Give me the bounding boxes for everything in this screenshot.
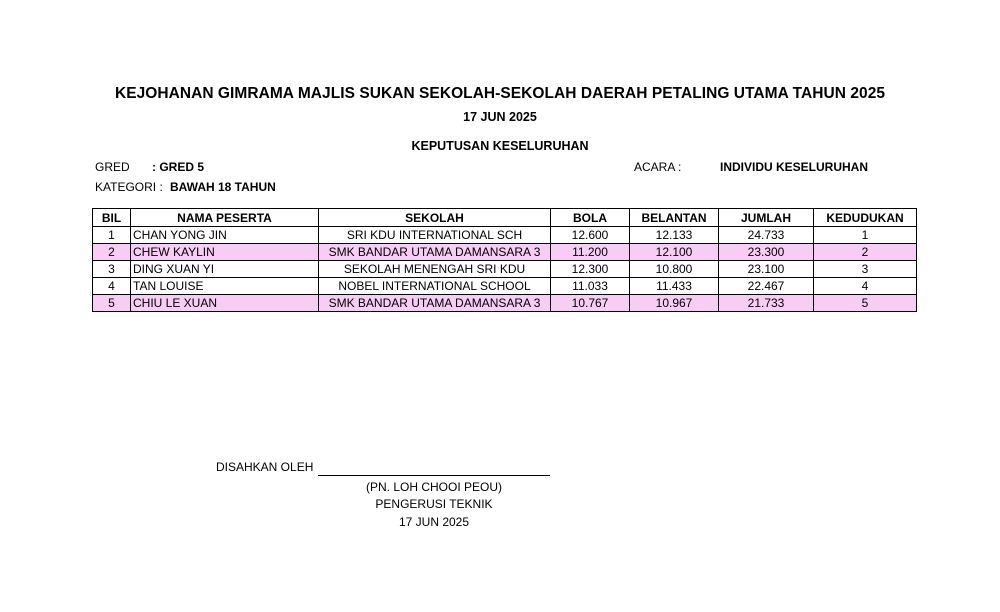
- cell-bil: 3: [93, 261, 131, 278]
- table-row: [93, 261, 917, 278]
- kategori-value: [170, 180, 276, 194]
- cell-sekolah: SMK BANDAR UTAMA DAMANSARA 3: [319, 295, 551, 312]
- signatory-position: PENGERUSI TEKNIK: [375, 497, 493, 511]
- cell-kedudukan: 4: [814, 278, 917, 295]
- cell-sekolah: SRI KDU INTERNATIONAL SCH: [319, 227, 551, 244]
- results-table-body: [93, 227, 917, 312]
- cell-jumlah: 23.100: [719, 261, 814, 278]
- table-row: [93, 278, 917, 295]
- table-header-row: [93, 209, 917, 227]
- cell-bola: 12.600: [551, 227, 630, 244]
- document-date: 17 JUN 2025: [463, 110, 537, 124]
- cell-belantan: 11.433: [630, 278, 719, 295]
- cell-kedudukan: 5: [814, 295, 917, 312]
- cell-belantan: 10.800: [630, 261, 719, 278]
- cell-bil: 4: [93, 278, 131, 295]
- disahkan-oleh-label: DISAHKAN OLEH: [216, 460, 314, 474]
- cell-kedudukan: 2: [814, 244, 917, 261]
- column-header-sekolah: SEKOLAH: [319, 209, 551, 227]
- gred-value: [152, 160, 204, 174]
- kategori-label: KATEGORI :: [95, 180, 163, 194]
- table-row: [93, 227, 917, 244]
- cell-bil: 5: [93, 295, 131, 312]
- cell-bola: 10.767: [551, 295, 630, 312]
- cell-nama-peserta: CHIU LE XUAN: [131, 295, 319, 312]
- cell-sekolah: SEKOLAH MENENGAH SRI KDU: [319, 261, 551, 278]
- table-row: [93, 244, 917, 261]
- cell-jumlah: 23.300: [719, 244, 814, 261]
- acara-label: ACARA :: [634, 160, 682, 174]
- cell-bola: 12.300: [551, 261, 630, 278]
- cell-sekolah: NOBEL INTERNATIONAL SCHOOL: [319, 278, 551, 295]
- results-table: [92, 208, 917, 312]
- signature-date: 17 JUN 2025: [398, 515, 470, 529]
- column-header-bola: BOLA: [551, 209, 630, 227]
- cell-belantan: 10.967: [630, 295, 719, 312]
- cell-belantan: 12.100: [630, 244, 719, 261]
- cell-jumlah: 21.733: [719, 295, 814, 312]
- gred-label: GRED: [95, 160, 130, 174]
- cell-kedudukan: 1: [814, 227, 917, 244]
- cell-nama-peserta: DING XUAN YI: [131, 261, 319, 278]
- signatory-name: (PN. LOH CHOOI PEOU): [365, 480, 502, 494]
- cell-kedudukan: 3: [814, 261, 917, 278]
- column-header-belantan: BELANTAN: [630, 209, 719, 227]
- gred-value-text: : GRED 5: [152, 160, 205, 174]
- document-title: KEJOHANAN GIMRAMA MAJLIS SUKAN SEKOLAH-SEKOLAH DAERAH PETALING UTAMA TAHUN 2025: [114, 85, 886, 102]
- acara-value-text: INDIVIDU KESELURUHAN: [720, 160, 869, 174]
- kategori-value-text: BAWAH 18 TAHUN: [170, 180, 276, 194]
- cell-bola: 11.033: [551, 278, 630, 295]
- document-subtitle: KEPUTUSAN KESELURUHAN: [411, 139, 589, 153]
- column-header-jumlah: JUMLAH: [719, 209, 814, 227]
- cell-nama-peserta: CHEW KAYLIN: [131, 244, 319, 261]
- cell-belantan: 12.133: [630, 227, 719, 244]
- cell-sekolah: SMK BANDAR UTAMA DAMANSARA 3: [319, 244, 551, 261]
- column-header-kedudukan: KEDUDUKAN: [814, 209, 917, 227]
- cell-nama-peserta: TAN LOUISE: [131, 278, 319, 295]
- cell-jumlah: 24.733: [719, 227, 814, 244]
- cell-bil: 1: [93, 227, 131, 244]
- cell-bola: 11.200: [551, 244, 630, 261]
- column-header-nama-peserta: NAMA PESERTA: [131, 209, 319, 227]
- cell-nama-peserta: CHAN YONG JIN: [131, 227, 319, 244]
- column-header-bil: BIL: [93, 209, 131, 227]
- cell-bil: 2: [93, 244, 131, 261]
- cell-jumlah: 22.467: [719, 278, 814, 295]
- acara-value: [720, 160, 868, 174]
- table-row: [93, 295, 917, 312]
- signature-line: [318, 475, 550, 476]
